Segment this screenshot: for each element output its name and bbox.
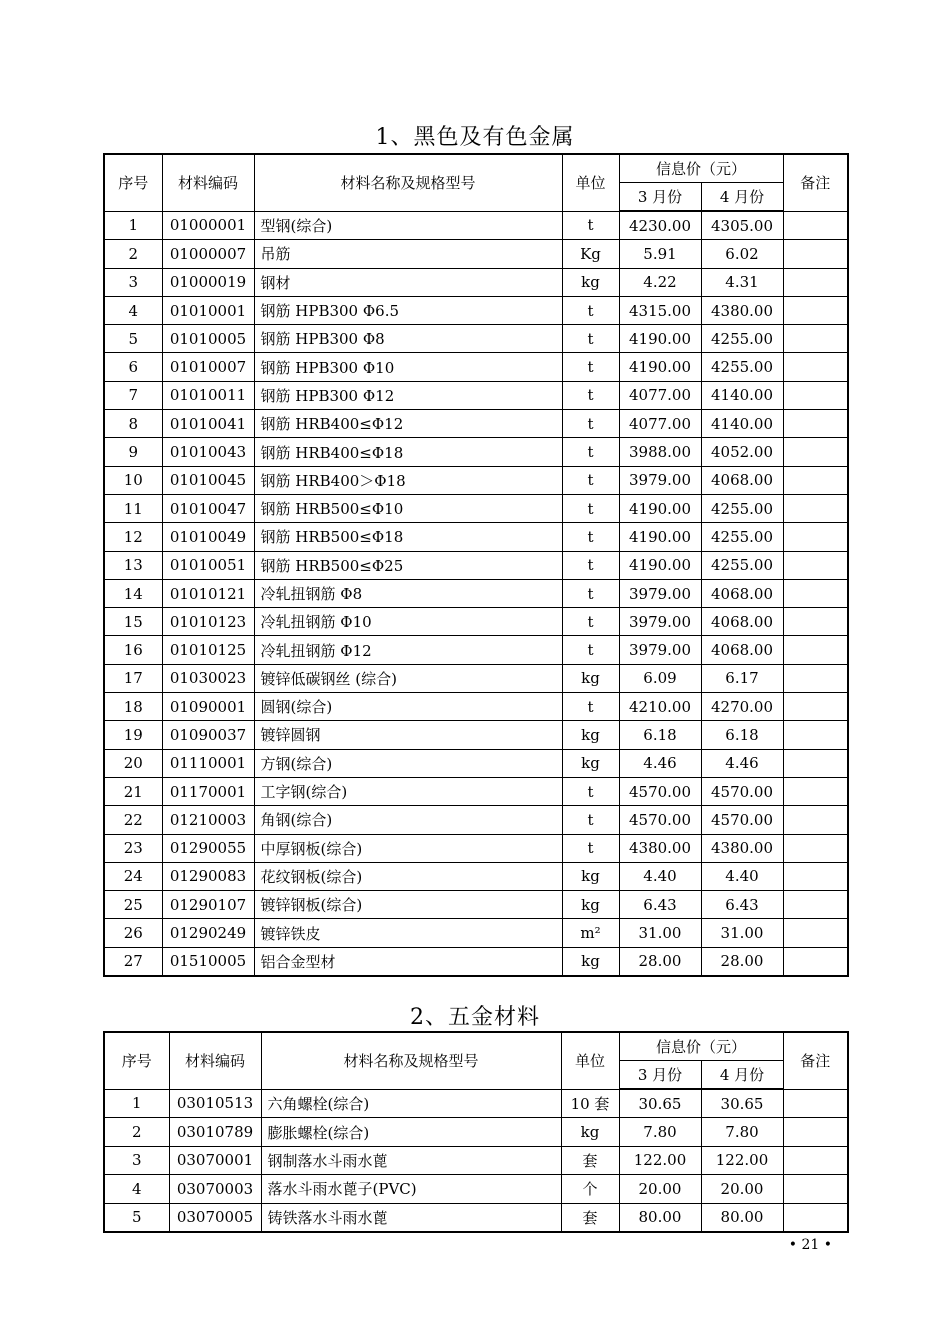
cell-seq: 14 [104,579,162,607]
cell-code: 01090037 [162,721,254,749]
cell-seq: 8 [104,410,162,438]
table-row [104,608,848,636]
cell-seq: 18 [104,693,162,721]
cell-price-april: 20.00 [701,1175,783,1203]
cell-name: 冷轧扭钢筋 Φ10 [254,608,562,636]
cell-unit: t [562,579,619,607]
cell-name: 钢筋 HRB500≤Φ18 [254,523,562,551]
cell-name: 角钢(综合) [254,806,562,834]
header-april: 4 月份 [701,1061,783,1090]
cell-unit: t [562,410,619,438]
cell-seq: 27 [104,947,162,976]
cell-seq: 5 [104,1203,169,1232]
cell-seq: 11 [104,494,162,522]
table-row [104,353,848,381]
cell-code: 01290083 [162,862,254,890]
cell-name: 落水斗雨水蓖子(PVC) [261,1175,561,1203]
cell-price-april: 4270.00 [701,693,783,721]
price-table-hardware [103,1031,849,1233]
cell-note [783,806,848,834]
cell-unit: t [562,438,619,466]
cell-unit: t [562,777,619,805]
table-row [104,494,848,522]
cell-name: 钢材 [254,268,562,296]
cell-seq: 7 [104,381,162,409]
cell-price-april: 4380.00 [701,296,783,324]
cell-price-march: 4.46 [619,749,701,777]
cell-unit: t [562,693,619,721]
cell-code: 01000001 [162,211,254,240]
cell-seq: 17 [104,664,162,692]
cell-unit: t [562,636,619,664]
cell-seq: 1 [104,211,162,240]
cell-note [783,1203,848,1232]
cell-price-march: 4190.00 [619,523,701,551]
cell-note [783,551,848,579]
header-march: 3 月份 [619,183,701,212]
cell-price-april: 4140.00 [701,381,783,409]
cell-unit: kg [562,947,619,976]
cell-name: 钢筋 HPB300 Φ6.5 [254,296,562,324]
cell-seq: 1 [104,1089,169,1118]
cell-name: 钢筋 HPB300 Φ10 [254,353,562,381]
cell-price-march: 3979.00 [619,466,701,494]
cell-code: 01010051 [162,551,254,579]
cell-unit: t [562,296,619,324]
cell-code: 01010011 [162,381,254,409]
cell-note [783,410,848,438]
header-name: 材料名称及规格型号 [261,1032,561,1089]
header-unit: 单位 [561,1032,619,1089]
cell-unit: t [562,523,619,551]
header-note: 备注 [783,1032,848,1089]
cell-price-march: 7.80 [619,1118,701,1146]
cell-unit: t [562,834,619,862]
cell-name: 镀锌铁皮 [254,919,562,947]
cell-price-april: 6.43 [701,891,783,919]
cell-note [783,608,848,636]
cell-code: 01170001 [162,777,254,805]
cell-price-march: 4190.00 [619,551,701,579]
cell-code: 01290249 [162,919,254,947]
table-row [104,325,848,353]
cell-name: 工字钢(综合) [254,777,562,805]
cell-note [783,1118,848,1146]
cell-seq: 13 [104,551,162,579]
cell-price-april: 4255.00 [701,353,783,381]
cell-seq: 2 [104,240,162,268]
table-row [104,551,848,579]
table-row [104,466,848,494]
cell-unit: kg [562,664,619,692]
cell-name: 钢筋 HRB400≤Φ12 [254,410,562,438]
cell-price-april: 4140.00 [701,410,783,438]
cell-unit: t [562,551,619,579]
table-row [104,410,848,438]
cell-unit: kg [562,891,619,919]
cell-price-april: 7.80 [701,1118,783,1146]
cell-seq: 24 [104,862,162,890]
cell-seq: 15 [104,608,162,636]
cell-name: 钢筋 HPB300 Φ8 [254,325,562,353]
cell-code: 01010005 [162,325,254,353]
cell-code: 01010001 [162,296,254,324]
section-title-ferrous-metals: 1、黑色及有色金属 [375,125,575,150]
cell-price-april: 4255.00 [701,523,783,551]
cell-seq: 22 [104,806,162,834]
table-row [104,693,848,721]
header-price: 信息价（元） [619,154,783,183]
header-seq: 序号 [104,154,162,211]
cell-unit: kg [562,268,619,296]
header-april: 4 月份 [701,183,783,212]
cell-seq: 10 [104,466,162,494]
cell-seq: 23 [104,834,162,862]
cell-code: 01000019 [162,268,254,296]
cell-price-april: 4068.00 [701,608,783,636]
cell-note [783,494,848,522]
cell-name: 中厚钢板(综合) [254,834,562,862]
cell-note [783,211,848,240]
cell-code: 01290055 [162,834,254,862]
cell-seq: 16 [104,636,162,664]
cell-code: 01010043 [162,438,254,466]
cell-price-march: 122.00 [619,1146,701,1174]
cell-price-march: 80.00 [619,1203,701,1232]
cell-price-march: 4190.00 [619,353,701,381]
cell-name: 钢制落水斗雨水蓖 [261,1146,561,1174]
cell-name: 圆钢(综合) [254,693,562,721]
cell-name: 钢筋 HRB400＞Φ18 [254,466,562,494]
cell-price-march: 6.09 [619,664,701,692]
cell-price-april: 4570.00 [701,777,783,805]
cell-seq: 25 [104,891,162,919]
cell-name: 膨胀螺栓(综合) [261,1118,561,1146]
cell-price-april: 122.00 [701,1146,783,1174]
cell-name: 六角螺栓(综合) [261,1089,561,1118]
cell-name: 铝合金型材 [254,947,562,976]
cell-name: 冷轧扭钢筋 Φ8 [254,579,562,607]
table-row [104,523,848,551]
table-row [104,1146,848,1174]
cell-code: 03070003 [169,1175,261,1203]
cell-code: 03070005 [169,1203,261,1232]
cell-price-april: 4.46 [701,749,783,777]
cell-note [783,636,848,664]
cell-price-april: 31.00 [701,919,783,947]
table-row [104,891,848,919]
cell-code: 03070001 [169,1146,261,1174]
table-row [104,296,848,324]
cell-name: 镀锌钢板(综合) [254,891,562,919]
table-row [104,862,848,890]
cell-code: 01010047 [162,494,254,522]
cell-seq: 3 [104,1146,169,1174]
cell-price-march: 4190.00 [619,494,701,522]
cell-unit: t [562,211,619,240]
section-title-hardware: 2、五金材料 [410,1005,540,1030]
cell-note [783,466,848,494]
cell-price-march: 4.22 [619,268,701,296]
header-name: 材料名称及规格型号 [254,154,562,211]
cell-price-march: 5.91 [619,240,701,268]
cell-price-march: 20.00 [619,1175,701,1203]
cell-code: 01290107 [162,891,254,919]
table-row [104,1089,848,1118]
cell-code: 01510005 [162,947,254,976]
cell-unit: kg [562,862,619,890]
cell-price-march: 4570.00 [619,806,701,834]
table-row [104,268,848,296]
table-row [104,636,848,664]
cell-name: 铸铁落水斗雨水蓖 [261,1203,561,1232]
header-code: 材料编码 [169,1032,261,1089]
cell-code: 01010121 [162,579,254,607]
cell-price-march: 4077.00 [619,410,701,438]
cell-note [783,749,848,777]
cell-note [783,1175,848,1203]
cell-price-april: 4068.00 [701,579,783,607]
cell-note [783,664,848,692]
cell-price-april: 4068.00 [701,466,783,494]
table-row [104,1203,848,1232]
table-row [104,381,848,409]
header-unit: 单位 [562,154,619,211]
cell-unit: t [562,494,619,522]
cell-note [783,381,848,409]
cell-unit: Kg [562,240,619,268]
cell-name: 方钢(综合) [254,749,562,777]
cell-note [783,777,848,805]
table-row [104,1118,848,1146]
cell-code: 01010041 [162,410,254,438]
cell-code: 01010123 [162,608,254,636]
cell-price-march: 3988.00 [619,438,701,466]
cell-price-march: 4570.00 [619,777,701,805]
cell-price-april: 4255.00 [701,551,783,579]
cell-unit: 套 [561,1146,619,1174]
table-row [104,834,848,862]
table-row [104,777,848,805]
cell-note [783,862,848,890]
cell-note [783,947,848,976]
cell-price-march: 4315.00 [619,296,701,324]
cell-unit: t [562,325,619,353]
cell-seq: 21 [104,777,162,805]
cell-price-march: 4230.00 [619,211,701,240]
cell-price-april: 4380.00 [701,834,783,862]
cell-name: 钢筋 HRB500≤Φ25 [254,551,562,579]
cell-price-march: 4077.00 [619,381,701,409]
cell-unit: m² [562,919,619,947]
table-row [104,664,848,692]
table-row [104,806,848,834]
cell-price-april: 4.31 [701,268,783,296]
cell-unit: 个 [561,1175,619,1203]
cell-price-april: 4570.00 [701,806,783,834]
header-note: 备注 [783,154,848,211]
cell-seq: 4 [104,1175,169,1203]
table-body [104,211,848,976]
cell-seq: 5 [104,325,162,353]
cell-name: 吊筋 [254,240,562,268]
cell-note [783,240,848,268]
cell-price-march: 4.40 [619,862,701,890]
cell-seq: 3 [104,268,162,296]
table-row [104,240,848,268]
cell-code: 01010007 [162,353,254,381]
cell-price-april: 30.65 [701,1089,783,1118]
table-row [104,579,848,607]
cell-price-march: 28.00 [619,947,701,976]
cell-price-march: 3979.00 [619,636,701,664]
cell-seq: 19 [104,721,162,749]
header-seq: 序号 [104,1032,169,1089]
cell-note [783,693,848,721]
cell-unit: kg [561,1118,619,1146]
cell-seq: 4 [104,296,162,324]
cell-code: 01110001 [162,749,254,777]
header-march: 3 月份 [619,1061,701,1090]
cell-unit: kg [562,749,619,777]
cell-seq: 20 [104,749,162,777]
cell-seq: 9 [104,438,162,466]
cell-code: 01010049 [162,523,254,551]
cell-code: 01030023 [162,664,254,692]
cell-note [783,296,848,324]
table-row [104,438,848,466]
cell-note [783,919,848,947]
table-body [104,1089,848,1232]
cell-code: 03010513 [169,1089,261,1118]
cell-name: 冷轧扭钢筋 Φ12 [254,636,562,664]
cell-unit: kg [562,721,619,749]
cell-price-april: 6.02 [701,240,783,268]
cell-price-march: 6.18 [619,721,701,749]
cell-price-april: 4305.00 [701,211,783,240]
cell-price-april: 4.40 [701,862,783,890]
cell-price-march: 30.65 [619,1089,701,1118]
cell-price-april: 80.00 [701,1203,783,1232]
cell-code: 01010045 [162,466,254,494]
cell-unit: t [562,466,619,494]
table-row [104,947,848,976]
cell-code: 01010125 [162,636,254,664]
cell-price-march: 3979.00 [619,608,701,636]
cell-code: 01210003 [162,806,254,834]
cell-seq: 12 [104,523,162,551]
cell-note [783,268,848,296]
cell-name: 花纹钢板(综合) [254,862,562,890]
header-code: 材料编码 [162,154,254,211]
table-row [104,721,848,749]
cell-unit: 10 套 [561,1089,619,1118]
cell-note [783,353,848,381]
cell-price-march: 4210.00 [619,693,701,721]
cell-price-march: 3979.00 [619,579,701,607]
cell-name: 钢筋 HRB500≤Φ10 [254,494,562,522]
cell-price-april: 28.00 [701,947,783,976]
cell-name: 镀锌低碳钢丝 (综合) [254,664,562,692]
cell-note [783,325,848,353]
cell-price-march: 4190.00 [619,325,701,353]
cell-price-april: 6.17 [701,664,783,692]
cell-code: 03010789 [169,1118,261,1146]
cell-seq: 26 [104,919,162,947]
cell-name: 镀锌圆钢 [254,721,562,749]
cell-unit: t [562,806,619,834]
cell-unit: 套 [561,1203,619,1232]
cell-unit: t [562,353,619,381]
cell-code: 01000007 [162,240,254,268]
cell-price-april: 4068.00 [701,636,783,664]
cell-price-april: 4052.00 [701,438,783,466]
header-price: 信息价（元） [619,1032,783,1061]
cell-note [783,1089,848,1118]
cell-note [783,523,848,551]
table-row [104,749,848,777]
cell-price-april: 4255.00 [701,494,783,522]
cell-price-march: 31.00 [619,919,701,947]
cell-name: 钢筋 HPB300 Φ12 [254,381,562,409]
cell-price-april: 6.18 [701,721,783,749]
cell-code: 01090001 [162,693,254,721]
cell-name: 钢筋 HRB400≤Φ18 [254,438,562,466]
cell-note [783,891,848,919]
price-table-ferrous-metals [103,153,849,977]
table-row [104,1175,848,1203]
cell-note [783,721,848,749]
cell-price-april: 4255.00 [701,325,783,353]
cell-seq: 6 [104,353,162,381]
cell-price-march: 4380.00 [619,834,701,862]
cell-unit: t [562,381,619,409]
table-row [104,919,848,947]
cell-name: 型钢(综合) [254,211,562,240]
cell-unit: t [562,608,619,636]
table-row [104,211,848,240]
cell-note [783,579,848,607]
cell-note [783,1146,848,1174]
cell-note [783,438,848,466]
cell-price-march: 6.43 [619,891,701,919]
page-number: • 21 • [788,1237,832,1253]
cell-note [783,834,848,862]
cell-seq: 2 [104,1118,169,1146]
